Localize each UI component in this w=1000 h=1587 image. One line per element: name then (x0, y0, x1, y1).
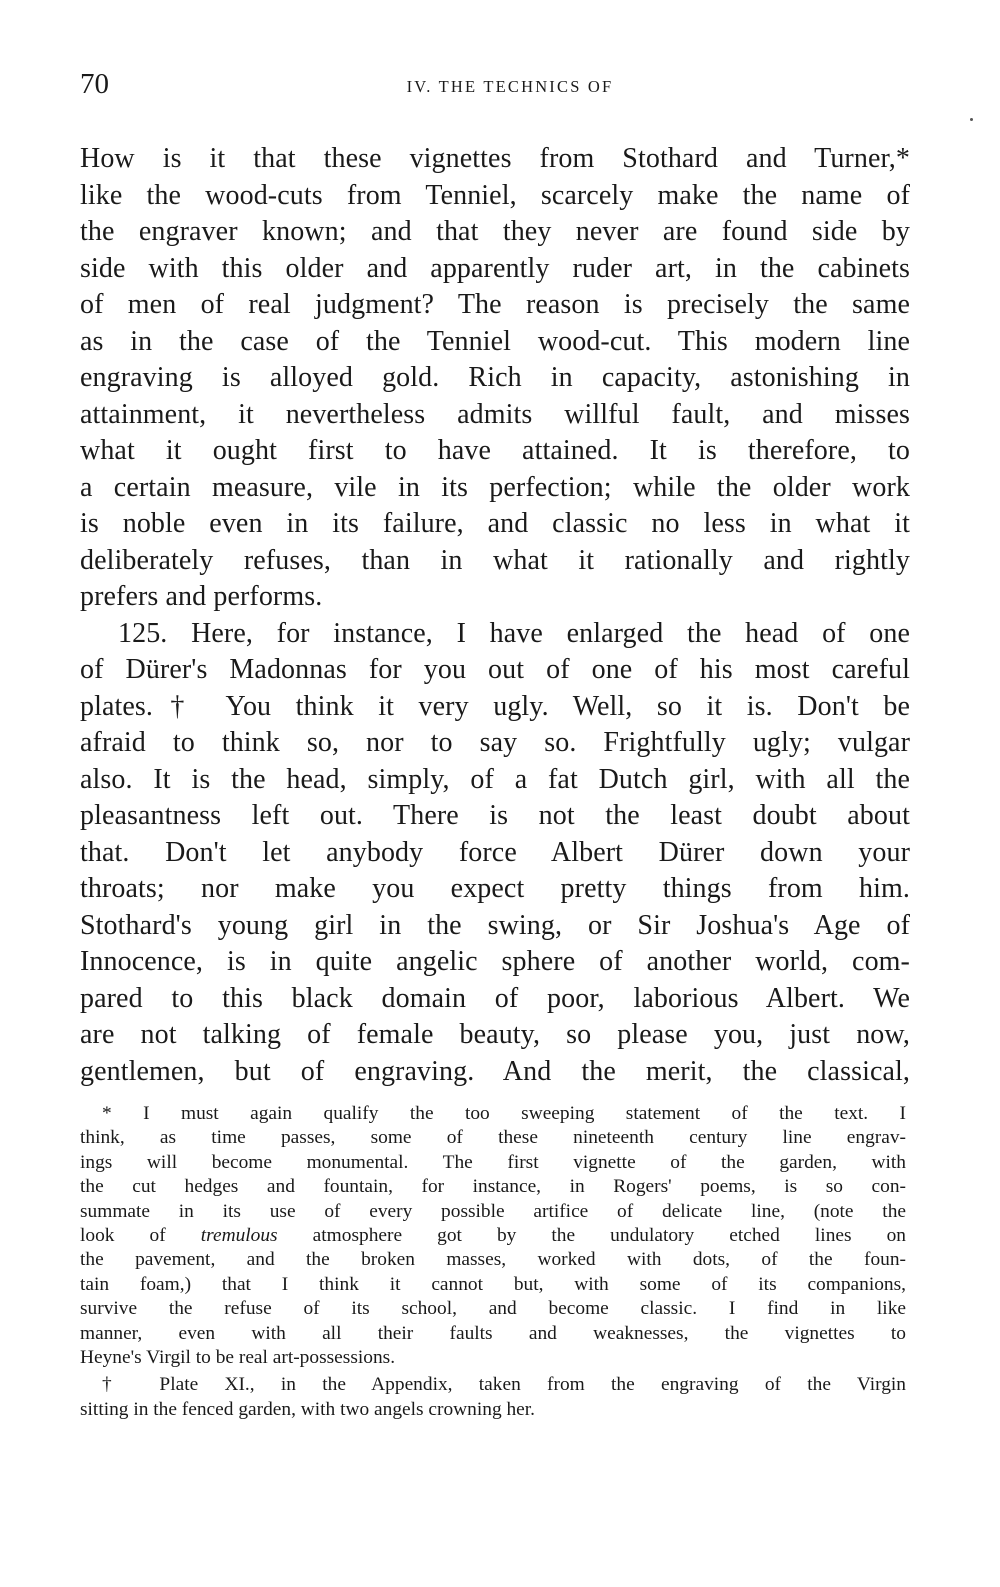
body-line: plates.† You think it very ugly. Well, so it is. Don't be (80, 690, 910, 722)
running-head: IV. THE TECHNICS OF (406, 77, 614, 96)
body-line: deliberately refuses, than in what it rationally and rightly (80, 544, 910, 576)
footnote-line: think, as time passes, some of these nineteenth century line engrav- (80, 1127, 906, 1149)
footnote-dagger (80, 1373, 906, 1422)
footnote-line: ings will become monumental. The first vignette of the garden, with (80, 1151, 906, 1173)
body-line: How is it that these vignettes from Stothard and Turner,* (80, 143, 910, 174)
footnote-text: look of (80, 1224, 201, 1246)
footnote-line: sitting in the fenced garden, with two angels crowning her. (80, 1398, 536, 1420)
footnote-line (80, 1224, 906, 1248)
body-line: of men of real judgment? The reason is precisely the same (80, 289, 910, 320)
body-line: as in the case of the Tenniel wood-cut. This modern line (80, 325, 910, 357)
stray-ink-mark (970, 118, 973, 121)
body-line: are not talking of female beauty, so please you, just now, (80, 1019, 910, 1050)
body-line: engraving is alloyed gold. Rich in capacity, astonishing in (80, 362, 910, 393)
body-line: what it ought first to have attained. It is therefore, to (80, 435, 910, 466)
body-line: Innocence, is in quite angelic sphere of another world, com- (80, 946, 910, 977)
body-text (80, 141, 910, 1090)
footnote-line: † Plate XI., in the Appendix, taken from the engraving of the Virgin (102, 1374, 906, 1396)
body-line: like the wood-cuts from Tenniel, scarcely make the name of (80, 179, 910, 211)
body-line: also. It is the head, simply, of a fat Dutch girl, with all the (80, 763, 910, 795)
footnote-line: tain foam,) that I think it cannot but, with some of its companions, (80, 1273, 906, 1295)
body-line: side with this older and apparently ruder art, in the cabinets (80, 252, 910, 284)
body-line: the engraver known; and that they never are found side by (80, 216, 910, 247)
footnote-line: the pavement, and the broken masses, worked with dots, of the foun- (80, 1249, 906, 1271)
body-line: is noble even in its failure, and classic no less in what it (80, 508, 910, 539)
page-number: 70 (80, 68, 109, 100)
page-header (80, 66, 910, 110)
footnote-line: * I must again qualify the too sweeping statement of the text. I (102, 1103, 906, 1124)
body-line: afraid to think so, nor to say so. Frightfully ugly; vulgar (80, 727, 910, 758)
footnote-line: manner, even with all their faults and weaknesses, the vignettes to (80, 1322, 906, 1344)
footnote-line: survive the refuse of its school, and become classic. I find in like (80, 1298, 906, 1320)
footnote-italic-word: tremulous (200, 1224, 278, 1246)
footnote-asterisk (80, 1102, 906, 1370)
body-line: a certain measure, vile in its perfection; while the older work (80, 471, 910, 503)
body-line: attainment, it nevertheless admits willful fault, and misses (80, 398, 910, 430)
footnote-line: the cut hedges and fountain, for instance, in Rogers' poems, is so con- (80, 1176, 906, 1198)
body-line: gentlemen, but of engraving. And the merit, the classical, (80, 1055, 910, 1087)
body-line: Stothard's young girl in the swing, or Sir Joshua's Age of (80, 909, 910, 941)
footnote-line: Heyne's Virgil to be real art-possessions. (80, 1346, 396, 1368)
body-line: throats; nor make you expect pretty things from him. (80, 873, 910, 904)
footnote-text: atmosphere got by the undulatory etched lines on (277, 1224, 906, 1246)
body-line: pleasantness left out. There is not the least doubt about (80, 800, 910, 831)
paragraph-start-line: 125. Here, for instance, I have enlarged the head of one (118, 617, 910, 649)
footnotes (80, 1102, 906, 1422)
body-line: pared to this black domain of poor, laborious Albert. We (80, 982, 910, 1014)
body-line: that. Don't let anybody force Albert Dürer down your (80, 836, 910, 868)
footnote-line: summate in its use of every possible artifice of delicate line, (note the (80, 1200, 906, 1222)
body-line: of Dürer's Madonnas for you out of one of his most careful (80, 654, 910, 685)
paragraph-end-line: prefers and performs. (80, 581, 323, 612)
